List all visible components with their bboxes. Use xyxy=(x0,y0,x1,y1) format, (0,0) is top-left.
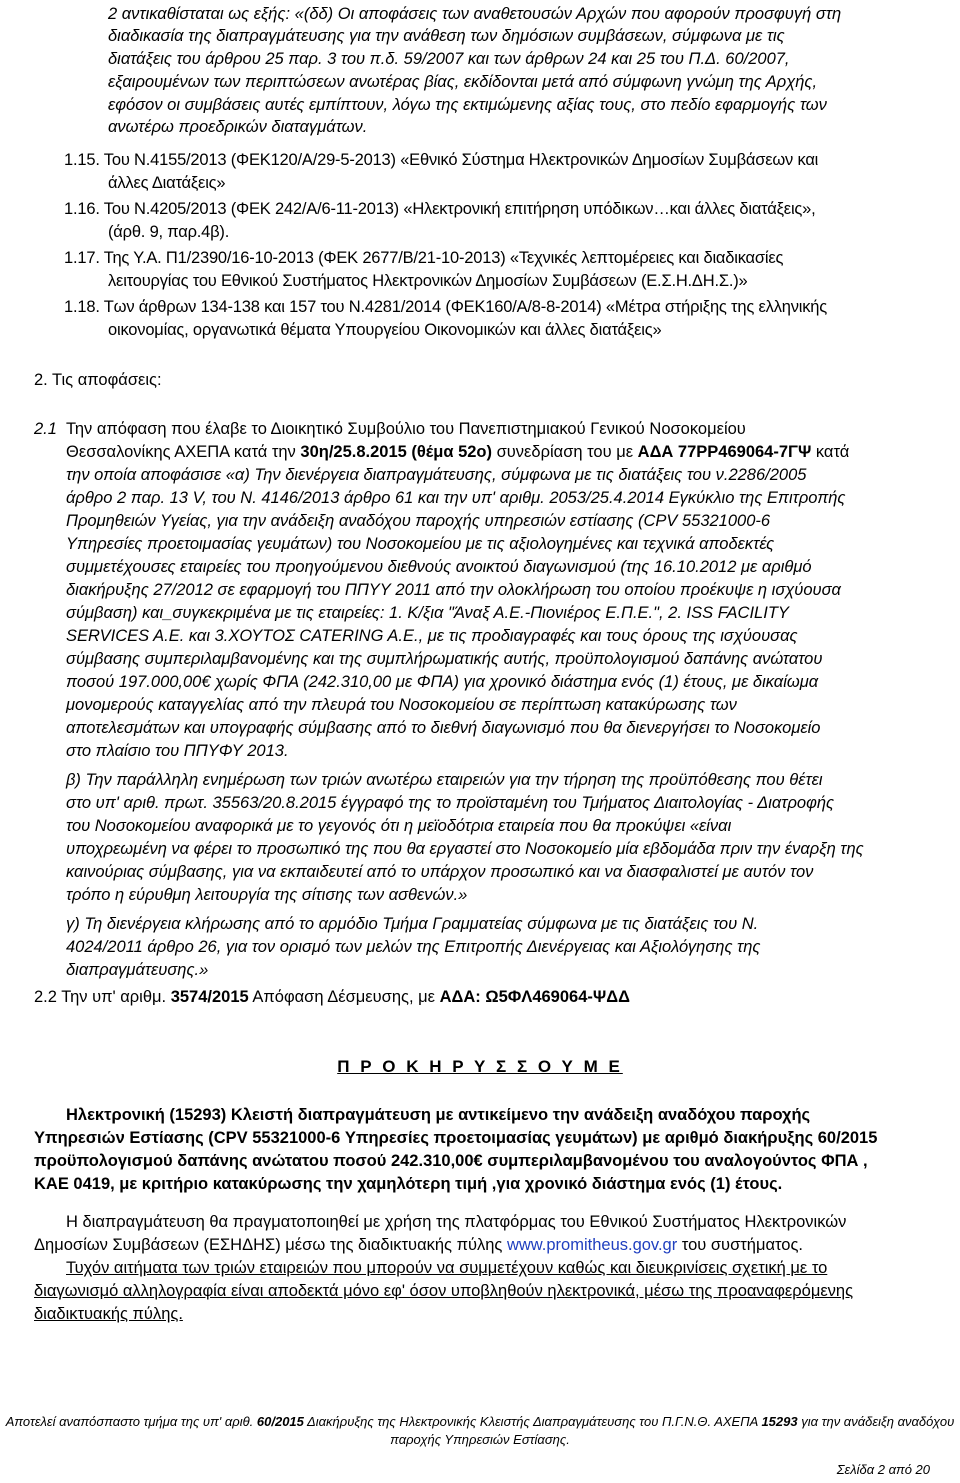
decision-text: συμμετέχουσες εταιρείες του προηγούμενου διεθνούς ανοικτού διαγωνισμού (της 16.10.2012 με αριθμό xyxy=(66,558,812,576)
section-heading: 2. Τις αποφάσεις: xyxy=(34,371,162,389)
intro-line: ανωτέρω προεδρικών διαταγμάτων. xyxy=(108,118,368,136)
decision-text: ποσού 197.000,00€ χωρίς ΦΠΑ (242.310,00 με ΦΠΑ) για χρονικό διάστημα ενός (1) έτους, με δικαίωμα xyxy=(66,673,819,691)
decision-beta: καινούριας σύμβασης, για να εκπαιδευτεί από το υπάρχον προσωπικό και να διασφαλιστεί με αυτόν τον xyxy=(66,863,814,881)
intro-line: εξαιρουμένων των περιπτώσεων ανωτέρας βίας, εκδίδονται μετά από σύμφωνη γνώμη της Αρχής, xyxy=(108,73,818,91)
footer-note-cont: παροχής Υπηρεσιών Εστίασης. xyxy=(390,1432,570,1447)
list-item-1-17-cont: λειτουργίας του Εθνικού Συστήματος Ηλεκτρονικών Δημοσίων Συμβάσεων (Ε.Σ.Η.ΔΗ.Σ.)» xyxy=(108,272,748,290)
decision-text: σύμβαση) και_συγκεκριμένα με τις εταιρείες: 1. Κ/ξια "Άναξ Α.Ε.-Πιονιέρος Ε.Π.Ε.", 2. ISS FACILITY xyxy=(66,604,789,622)
decision-text: αποτελεσμάτων και υπογραφής σύμβασης από το διεθνή διαγωνισμό που θα διενεργήσει το Νοσοκομείο xyxy=(66,719,821,737)
list-item-1-15: 1.15. Του Ν.4155/2013 (ΦΕΚ120/Α/29-5-2013) «Εθνικό Σύστημα Ηλεκτρονικών Δημοσίων Συμβάσεων και xyxy=(64,151,819,169)
decision-beta: β) Την παράλληλη ενημέρωση των τριών ανωτέρω εταιρειών για την τήρηση της προϋπόθεσης που θέτει xyxy=(66,771,823,789)
list-item-1-16-cont: (άρθ. 9, παρ.4β). xyxy=(108,223,230,241)
decision-gamma: διαπραγμάτευσης.» xyxy=(66,961,209,979)
intro-line: διαδικασία της διαπραγμάτευσης για την ανάθεση των δημόσιων συμβάσεων, σύμφωνα με τις xyxy=(108,27,785,45)
decision-2-2: 2.2 Την υπ' αριθμ. 3574/2015 Απόφαση Δέσμευσης, με ΑΔΑ: Ω5ΦΛ469064-ΨΔΔ xyxy=(34,988,630,1006)
decision-gamma: γ) Τη διενέργεια κλήρωσης από το αρμόδιο Τμήμα Γραμματείας σύμφωνα με τις διατάξεις του Ν. xyxy=(66,915,759,933)
decision-text: την οποία αποφάσισε «α) Την διενέργεια διαπραγμάτευσης, σύμφωνα με τις διατάξεις του ν.2286/2005 xyxy=(66,466,807,484)
intro-line: διατάξεις του άρθρου 25 παρ. 3 του π.δ. 59/2007 και των άρθρων 24 και 25 του Π.Δ. 60/2007, xyxy=(108,50,790,68)
list-item-1-15-cont: άλλες Διατάξεις» xyxy=(108,174,226,192)
announcement-line: προϋπολογισμού δαπάνης ανώτατου ποσού 242.310,00€ συμπεριλαμβανομένου του αναλογούντος ΦΠΑ , xyxy=(34,1152,868,1170)
list-item-1-18-cont: οικονομίας, οργανωτικά θέματα Υπουργείου Οικονομικών και άλλες διατάξεις» xyxy=(108,321,662,339)
platform-text: Η διαπραγμάτευση θα πραγματοποιηθεί με χρήση της πλατφόρμας του Εθνικού Συστήματος Ηλεκτρονικών xyxy=(66,1213,847,1231)
page-title: Π Ρ Ο Κ Η Ρ Υ Σ Σ Ο Υ Μ Ε xyxy=(337,1057,623,1076)
decision-text: Υπηρεσίες προετοιμασίας γευμάτων) του Νοσοκομείου με τις αξιολογημένες και τεχνικά αποδεκτές xyxy=(66,535,775,553)
decision-text: σύμβασης συμπεριλαμβανομένης και της συμπλήρωματικής αυτής, προϋπολογισμού δαπάνης ανώτατου xyxy=(66,650,823,668)
decision-text: στο πλαίσιο του ΠΠΥΦΥ 2013. xyxy=(66,742,289,760)
item-number: 2.1 xyxy=(34,420,57,438)
decision-gamma: 4024/2011 άρθρο 26, για τον ορισμό των μελών της Επιτροπής Διενέργειας και Αξιολόγησης της xyxy=(66,938,761,956)
announcement-line: Ηλεκτρονική (15293) Κλειστή διαπραγμάτευση με αντικείμενο την ανάδειξη αναδόχου παροχής xyxy=(66,1106,811,1124)
decision-text: διακήρυξης 27/2012 σε εφαρμογή του ΠΠΥΥ 2011 από την ολοκλήρωση του οποίου προέκυψε η ισχύουσα xyxy=(66,581,841,599)
requests-text: διαδικτυακής πύλης. xyxy=(34,1305,183,1323)
list-item-1-16: 1.16. Του Ν.4205/2013 (ΦΕΚ 242/Α/6-11-2013) «Ηλεκτρονική επιτήρηση υπόδικων…και άλλες διατάξεις», xyxy=(64,200,816,218)
decision-text: Την απόφαση που έλαβε το Διοικητικό Συμβούλιο του Πανεπιστημιακού Γενικού Νοσοκομείου xyxy=(66,420,746,438)
decision-beta: υποχρεωμένη να φέρει το προσωπικό της που θα εργαστεί στο Νοσοκομείο μία εβδομάδα πριν την έναρξη της xyxy=(66,840,864,858)
intro-line: 2 αντικαθίσταται ως εξής: «(δδ) Οι αποφάσεις των αναθετουσών Αρχών που αφορούν προσφυγή στη xyxy=(108,5,842,23)
footer-note: Αποτελεί αναπόσπαστο τμήμα της υπ' αριθ. 60/2015 Διακήρυξης της Ηλεκτρονικής Κλειστής Διαπραγμάτευσης του Π.Γ.Ν.Θ. ΑΧΕΠΑ 15293 για την ανάδειξη αναδόχου xyxy=(5,1414,955,1429)
requests-text: Τυχόν αιτήματα των τριών εταιρειών που μπορούν να συμμετέχουν καθώς και διευκρινίσεις σχετική με το xyxy=(66,1259,828,1277)
decision-beta: του Νοσοκομείου αναφορικά με το γεγονός ότι η μεϊοδότρια εταιρεία που θα προκύψει «είναι xyxy=(66,817,732,835)
decision-text: SERVICES A.E. και 3.ΧΟΥΤΟΣ CATERING A.E., με τις προδιαγραφές και τους όρους της ισχύουσας xyxy=(66,627,798,645)
platform-text: Δημοσίων Συμβάσεων (ΕΣΗΔΗΣ) μέσω της διαδικτυακής πύλης www.promitheus.gov.gr του συστήματος. xyxy=(34,1236,803,1254)
decision-text: Προμηθειών Υγείας, για την ανάδειξη αναδόχου παροχής υπηρεσιών εστίασης (CPV 55321000-6 xyxy=(66,512,771,530)
decision-text: άρθρο 2 παρ. 13 V, του Ν. 4146/2013 άρθρο 61 και την υπ' αριθμ. 2053/25.4.2014 Εγκύκλιο της Επιτροπής xyxy=(66,489,846,507)
list-item-1-18: 1.18. Των άρθρων 134-138 και 157 του Ν.4281/2014 (ΦΕΚ160/Α/8-8-2014) «Μέτρα στήριξης της ελληνικής xyxy=(64,298,828,316)
list-item-1-17: 1.17. Της Υ.Α. Π1/2390/16-10-2013 (ΦΕΚ 2677/Β/21-10-2013) «Τεχνικές λεπτομέρειες και διαδικασίες xyxy=(64,249,784,267)
announcement-line: ΚΑΕ 0419, με κριτήριο κατακύρωσης την χαμηλότερη τιμή ,για χρονικό διάστημα ενός (1) έτους. xyxy=(34,1175,783,1193)
decision-text: Θεσσαλονίκης ΑΧΕΠΑ κατά την 30η/25.8.2015 (θέμα 52ο) συνεδρίαση του με ΑΔΑ 77ΡΡ469064-7ΓΨ κατά xyxy=(66,443,850,461)
promitheus-link[interactable]: www.promitheus.gov.gr xyxy=(506,1236,678,1254)
page-number: Σελίδα 2 από 20 xyxy=(836,1462,930,1477)
intro-line: εφόσον οι συμβάσεις αυτές εμπίπτουν, λόγω της εκτιμώμενης αξίας τους, στο πεδίο εφαρμογής των xyxy=(108,96,827,114)
decision-text: μονομερούς καταγγελίας από την πλευρά του Νοσοκομείου σε περίπτωση κατακύρωσης των xyxy=(66,696,737,714)
decision-beta: τρόπο η εύρυθμη λειτουργία της σίτισης των ασθενών.» xyxy=(66,886,468,904)
decision-beta: στο υπ' αριθ. πρωτ. 35563/20.8.2015 έγγραφό της το προϊσταμένη του Τμήματος Διαιτολογίας - Διατροφής xyxy=(66,794,835,812)
announcement-line: Υπηρεσιών Εστίασης (CPV 55321000-6 Υπηρεσίες προετοιμασίας γευμάτων) με αριθμό διακήρυξης 60/2015 xyxy=(34,1129,878,1147)
requests-text: διαγωνισμό αλληλογραφία είναι αποδεκτά μόνο εφ' όσον υποβληθούν ηλεκτρονικά, μέσω της προαναφερόμενης xyxy=(34,1282,854,1300)
